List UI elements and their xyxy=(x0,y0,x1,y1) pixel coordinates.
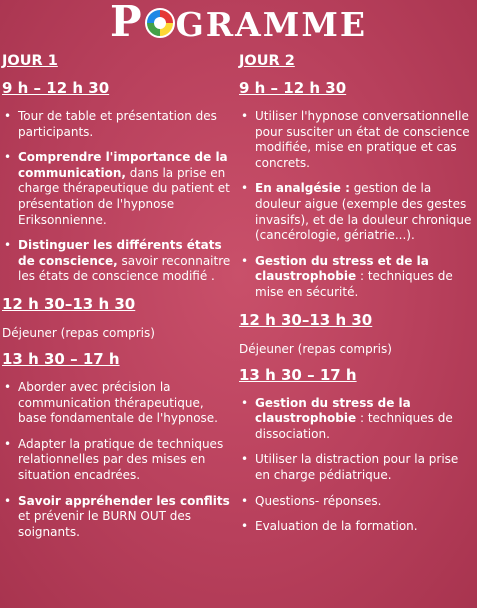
day-1-lunch-text: Déjeuner (repas compris) xyxy=(2,325,155,340)
title-rest: GRAMME xyxy=(175,5,367,44)
list-item: • En analgésie : gestion de la douleur aigue (exemple des gestes invasifs), et de la douleur chronique (cancérologie, gériatrie...). xyxy=(239,181,473,243)
list-item: • Aborder avec précision la communication thérapeutique, base fondamentale de l'hypnose. xyxy=(2,380,234,427)
day-1-morning-list xyxy=(2,109,234,285)
list-item: • Evaluation de la formation. xyxy=(239,519,473,535)
day-1-column xyxy=(2,52,234,550)
list-item: • Gestion du stress et de la claustrophobie : techniques de mise en sécurité. xyxy=(239,254,473,301)
day-2-afternoon-list xyxy=(239,396,473,535)
day-2-morning-list xyxy=(239,109,473,301)
list-item: • Comprendre l'importance de la communication, dans la prise en charge thérapeutique du patient et présentation de l'hypnose Eriksonnienne. xyxy=(2,150,234,228)
day-1-morning-time: 9 h – 12 h 30 xyxy=(2,79,110,97)
target-logo-icon xyxy=(145,8,175,38)
list-item: • Distinguer les différents états de conscience, savoir reconnaitre les états de conscience modifié . xyxy=(2,238,234,285)
title-first-letter: P xyxy=(109,0,144,46)
list-item: • Adapter la pratique de techniques relationnelles par des mises en situation encadrées. xyxy=(2,437,234,484)
day-2-lunch-time: 12 h 30–13 h 30 xyxy=(239,310,373,329)
day-2-column xyxy=(239,52,473,545)
day-1-lunch-time: 12 h 30–13 h 30 xyxy=(2,294,136,313)
list-item: • Utiliser l'hypnose conversationnelle pour susciter un état de conscience modifiée, mise en pratique et cas concrets. xyxy=(239,109,473,171)
page-title xyxy=(0,2,477,45)
list-item: • Savoir appréhender les conflits et prévenir le BURN OUT des soignants. xyxy=(2,494,234,541)
day-2-afternoon-time: 13 h 30 – 17 h xyxy=(239,365,357,384)
day-2-heading: JOUR 2 xyxy=(239,53,295,69)
day-1-afternoon-list xyxy=(2,380,234,540)
day-1-heading: JOUR 1 xyxy=(2,53,58,69)
list-item: • Tour de table et présentation des participants. xyxy=(2,109,234,140)
list-item: • Utiliser la distraction pour la prise en charge pédiatrique. xyxy=(239,452,473,483)
list-item: • Gestion du stress de la claustrophobie : techniques de dissociation. xyxy=(239,396,473,443)
list-item: • Questions- réponses. xyxy=(239,494,473,510)
day-1-afternoon-time: 13 h 30 – 17 h xyxy=(2,349,120,368)
day-2-lunch-text: Déjeuner (repas compris) xyxy=(239,341,392,356)
day-2-morning-time: 9 h – 12 h 30 xyxy=(239,79,347,97)
